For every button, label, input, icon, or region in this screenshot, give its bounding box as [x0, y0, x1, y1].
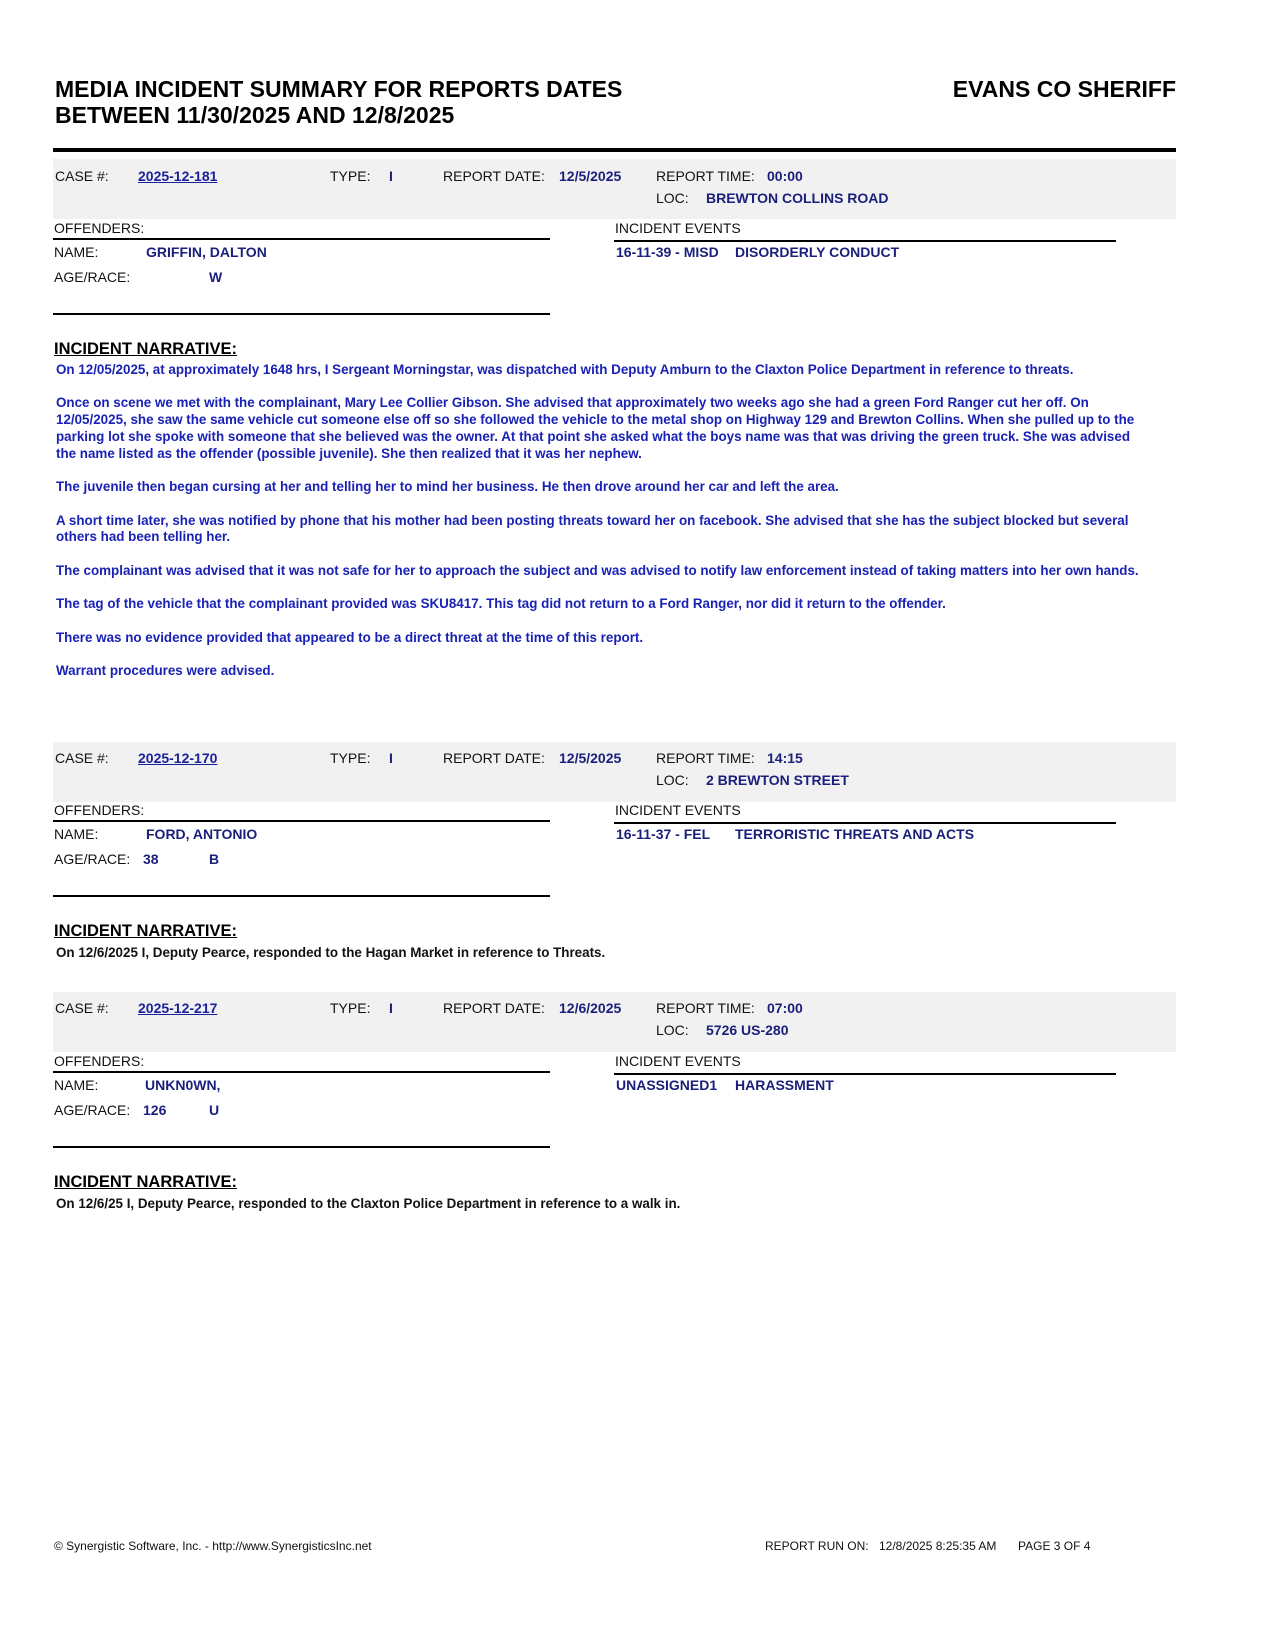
event-description: TERRORISTIC THREATS AND ACTS	[735, 826, 975, 842]
report-time-label: REPORT TIME:	[656, 750, 755, 766]
offender-block-end-rule	[53, 1146, 550, 1148]
offender-name: FORD, ANTONIO	[146, 826, 258, 842]
age-race-label: AGE/RACE:	[54, 851, 131, 867]
case-number-link[interactable]: 2025-12-170	[138, 750, 218, 766]
report-date-value: 12/5/2025	[559, 750, 622, 766]
loc-label: LOC:	[656, 190, 689, 206]
report-date-value: 12/5/2025	[559, 168, 622, 184]
type-label: TYPE:	[330, 168, 371, 184]
type-value: I	[389, 1000, 393, 1016]
offender-block-end-rule	[53, 895, 550, 897]
offenders-label: OFFENDERS:	[54, 1053, 145, 1069]
narrative-paragraph: On 12/6/2025 I, Deputy Pearce, responded to the Hagan Market in reference to Threats.	[56, 945, 606, 960]
narrative-paragraph: The tag of the vehicle that the complainant provided was SKU8417. This tag did not return to a Ford Ranger, nor did it return to the offender.	[56, 596, 946, 612]
offender-race: W	[209, 269, 223, 285]
age-race-label: AGE/RACE:	[54, 1102, 131, 1118]
report-date-label: REPORT DATE:	[443, 1000, 545, 1016]
page-number: PAGE 3 OF 4	[1018, 1539, 1091, 1553]
report-title	[55, 76, 622, 128]
incident-narrative	[56, 362, 1146, 696]
narrative-heading: INCIDENT NARRATIVE:	[54, 1173, 238, 1191]
narrative-heading: INCIDENT NARRATIVE:	[54, 922, 238, 940]
offender-age: 38	[143, 851, 159, 867]
name-label: NAME:	[54, 826, 99, 842]
name-label: NAME:	[54, 1077, 99, 1093]
type-value: I	[389, 168, 393, 184]
case-label: CASE #:	[55, 1000, 109, 1016]
case-label: CASE #:	[55, 750, 109, 766]
offenders-rule	[53, 820, 550, 822]
narrative-paragraph: Warrant procedures were advised.	[56, 662, 275, 678]
case-label: CASE #:	[55, 168, 109, 184]
footer-copyright: © Synergistic Software, Inc. - http://www.SynergisticsInc.net	[54, 1539, 372, 1553]
event-description: HARASSMENT	[735, 1077, 834, 1093]
incident-events-label: INCIDENT EVENTS	[615, 802, 741, 818]
narrative-paragraph: The complainant was advised that it was not safe for her to approach the subject and was advised to notify law enforcement instead of taking matters into her own hands.	[56, 562, 1139, 578]
type-label: TYPE:	[330, 1000, 371, 1016]
incident-events-label: INCIDENT EVENTS	[615, 220, 741, 236]
narrative-paragraph: The juvenile then began cursing at her and telling her to mind her business. He then drove around her car and left the area.	[56, 479, 839, 495]
events-rule	[614, 240, 1116, 242]
case-number-link[interactable]: 2025-12-217	[138, 1000, 218, 1016]
report-time-value: 14:15	[767, 750, 803, 766]
loc-value: 5726 US-280	[706, 1022, 789, 1038]
offender-name: GRIFFIN, DALTON	[146, 244, 267, 260]
report-date-label: REPORT DATE:	[443, 750, 545, 766]
event-code: 16-11-37 - FEL	[616, 826, 711, 842]
offender-name: UNKN0WN,	[145, 1077, 221, 1093]
name-label: NAME:	[54, 244, 99, 260]
offender-race: B	[209, 851, 220, 867]
offender-race: U	[209, 1102, 220, 1118]
events-rule	[614, 822, 1116, 824]
narrative-paragraph: On 12/6/25 I, Deputy Pearce, responded to the Claxton Police Department in reference to a walk in.	[56, 1196, 681, 1211]
type-value: I	[389, 750, 393, 766]
report-run-value: 12/8/2025 8:25:35 AM	[879, 1539, 997, 1553]
event-code: 16-11-39 - MISD	[616, 244, 719, 260]
narrative-paragraph: Once on scene we met with the complainant, Mary Lee Collier Gibson. She advised that approximately two weeks ago she had a green Ford Ranger cut her off. On 12/05/2025, she saw the same vehicle cut someone else off so she followed the vehicle to the metal shop on Highway 129 and Brewton Collins. When she pulled up to the parking lot she spoke with someone that she believed was the owner. At that point she asked what the boys name was that was driving the green truck. She was advised the name listed as the offender (possible juvenile). She then realized that it was her nephew.	[56, 395, 1135, 461]
event-description: DISORDERLY CONDUCT	[735, 244, 900, 260]
age-race-label: AGE/RACE:	[54, 269, 131, 285]
type-label: TYPE:	[330, 750, 371, 766]
narrative-paragraph: On 12/05/2025, at approximately 1648 hrs, I Sergeant Morningstar, was dispatched with Deputy Amburn to the Claxton Police Department in reference to threats.	[56, 362, 1074, 377]
loc-label: LOC:	[656, 772, 689, 788]
report-time-value: 07:00	[767, 1000, 803, 1016]
incident-events-label: INCIDENT EVENTS	[615, 1053, 741, 1069]
offender-block-end-rule	[53, 313, 550, 315]
loc-value: BREWTON COLLINS ROAD	[706, 190, 889, 206]
narrative-paragraph: A short time later, she was notified by phone that his mother had been posting threats toward her on facebook. She advised that she has the subject blocked but several others had been telling her.	[56, 512, 1129, 545]
report-title-line1: MEDIA INCIDENT SUMMARY FOR REPORTS DATES	[55, 76, 623, 102]
events-rule	[614, 1073, 1116, 1075]
narrative-paragraph: There was no evidence provided that appeared to be a direct threat at the time of this report.	[56, 629, 644, 645]
agency-name: EVANS CO SHERIFF	[952, 76, 1176, 102]
report-run-label: REPORT RUN ON:	[765, 1539, 869, 1553]
report-time-label: REPORT TIME:	[656, 168, 755, 184]
report-time-value: 00:00	[767, 168, 803, 184]
offenders-rule	[53, 238, 550, 240]
offenders-rule	[53, 1071, 550, 1073]
report-date-label: REPORT DATE:	[443, 168, 545, 184]
narrative-heading: INCIDENT NARRATIVE:	[54, 340, 238, 358]
report-date-value: 12/6/2025	[559, 1000, 622, 1016]
header-divider	[53, 148, 1176, 152]
case-number-link[interactable]: 2025-12-181	[138, 168, 218, 184]
report-time-label: REPORT TIME:	[656, 1000, 755, 1016]
offender-age: 126	[143, 1102, 167, 1118]
event-code: UNASSIGNED1	[616, 1077, 718, 1093]
offenders-label: OFFENDERS:	[54, 220, 145, 236]
report-title-line2: BETWEEN 11/30/2025 AND 12/8/2025	[55, 102, 455, 128]
loc-label: LOC:	[656, 1022, 689, 1038]
offenders-label: OFFENDERS:	[54, 802, 145, 818]
loc-value: 2 BREWTON STREET	[706, 772, 849, 788]
